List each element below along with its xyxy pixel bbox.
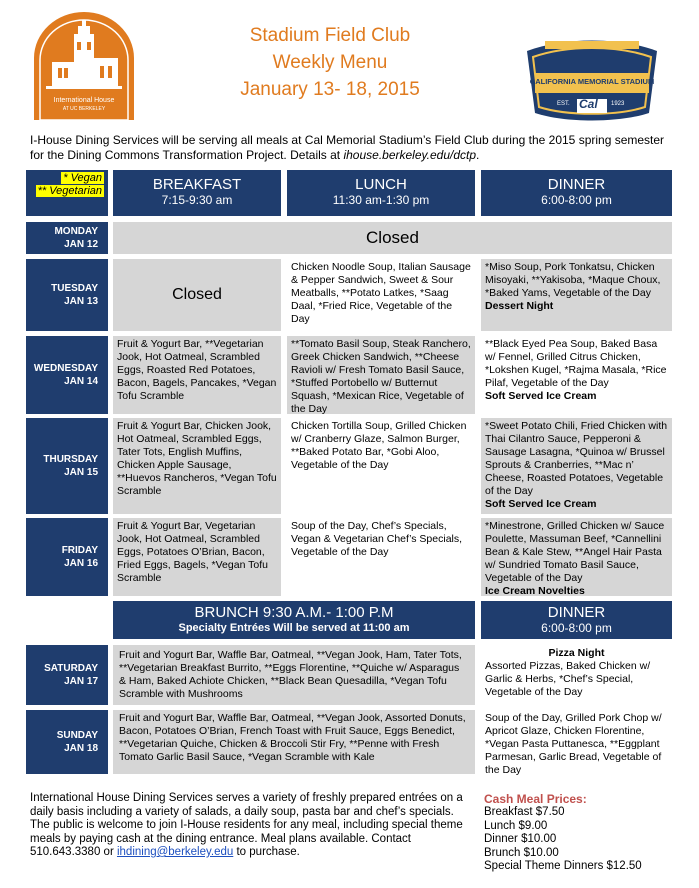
intro-text: I-House Dining Services will be serving all meals at Cal Memorial Stadium’s Field Club during the 2015 spring semester for the Dining Commons Transformation Project. Details at xyxy=(30,133,665,162)
stadium-logo-cal: Cal xyxy=(579,97,598,111)
friday-lunch-cell xyxy=(287,518,475,596)
day-name: MONDAY xyxy=(54,226,98,237)
lunch-header xyxy=(287,170,475,216)
cash-prices-title: Cash Meal Prices: xyxy=(484,792,587,806)
brunch-header xyxy=(113,601,475,639)
footer-end: to purchase. xyxy=(233,846,300,858)
stadium-logo-name: CALIFORNIA MEMORIAL STADIUM xyxy=(529,77,655,86)
dinner-special: Dessert Night xyxy=(485,300,554,312)
friday-dinner-cell xyxy=(481,518,672,596)
day-label-friday xyxy=(26,518,108,596)
dinner-special: Ice Cream Novelties xyxy=(485,585,585,597)
ih-logo-line2: AT UC BERKELEY xyxy=(62,106,106,112)
price-breakfast: Breakfast $7.50 xyxy=(484,806,565,818)
vegan-legend: * Vegan xyxy=(63,172,102,184)
day-date: JAN 13 xyxy=(64,296,98,307)
menu-text: Assorted Pizzas, Baked Chicken w/ Garlic & Herbs, *Chef’s Special, Vegetable of the Day xyxy=(485,660,651,698)
sunday-dinner-cell xyxy=(481,710,672,774)
day-name: THURSDAY xyxy=(43,454,98,465)
menu-text: Fruit and Yogurt Bar, Waffle Bar, Oatmeal, **Vegan Jook, Assorted Donuts, Bacon, Potatoes O’Brian, French Toast with Fruit Sauce, Eggs Benedict, **Vegetarian Quiche, Chicken & Broccoli Stir Fry, **Penne with Fresh Tomato Garlic Basil Sauce, *Vegan Scramble with Kale xyxy=(119,712,466,763)
email-link[interactable]: ihdining@berkeley.edu xyxy=(116,846,234,858)
day-date: JAN 18 xyxy=(64,743,98,754)
thursday-dinner-cell xyxy=(481,418,672,514)
menu-text: Chicken Noodle Soup, Italian Sausage & Pepper Sandwich, Sweet & Sour Meatballs, **Potato Latkes, *Saag Daal, *Fried Rice, Vegetable of the Day xyxy=(291,261,471,325)
tuesday-breakfast-cell xyxy=(113,259,281,331)
day-date: JAN 16 xyxy=(64,558,98,569)
day-name: TUESDAY xyxy=(51,283,98,294)
menu-title xyxy=(150,22,510,103)
day-label-wednesday xyxy=(26,336,108,414)
menu-text: *Miso Soup, Pork Tonkatsu, Chicken Misoyaki, **Yakisoba, *Maque Choux, *Baked Yams, Vegetable of the Day xyxy=(485,261,661,299)
title-line-1: Stadium Field Club xyxy=(249,25,411,46)
diet-legend xyxy=(26,170,108,216)
international-house-logo xyxy=(30,12,138,120)
footer-text: International House Dining Services serves a variety of freshly prepared entrées on a daily basis including a variety of salads, a daily soup, pasta bar and chef’s specials. The public is welcome to join I-House residents for any meal, including special theme meals by paying cash at the dining entrance. Meal plans available. Contact 510.643.3380 or xyxy=(30,792,463,858)
day-date: JAN 12 xyxy=(64,239,98,250)
title-line-2: Weekly Menu xyxy=(272,52,388,73)
dinner-time: 6:00-8:00 pm xyxy=(541,193,612,207)
day-name: FRIDAY xyxy=(61,545,98,556)
menu-text: Fruit & Yogurt Bar, **Vegetarian Jook, Hot Oatmeal, Scrambled Eggs, Roasted Red Potatoes, Bacon, Bagels, Pancakes, *Vegan Tofu Scramble xyxy=(117,338,277,402)
breakfast-time: 7:15-9:30 am xyxy=(161,193,233,207)
cash-prices-list xyxy=(484,806,642,874)
day-name: SUNDAY xyxy=(56,730,98,741)
dinner-special: Soft Served Ice Cream xyxy=(485,390,597,402)
day-name: SATURDAY xyxy=(44,663,98,674)
price-lunch: Lunch $9.00 xyxy=(484,819,548,832)
weekend-dinner-title: DINNER xyxy=(547,604,606,621)
vegetarian-legend: ** Vegetarian xyxy=(37,185,102,197)
tuesday-dinner-cell xyxy=(481,259,672,331)
stadium-logo-est: EST. xyxy=(557,101,570,107)
day-label-monday xyxy=(26,222,108,254)
price-dinner: Dinner $10.00 xyxy=(484,833,557,845)
day-label-thursday xyxy=(26,418,108,514)
menu-text: Soup of the Day, Chef’s Specials, Vegan & Vegetarian Chef’s Specials, Vegetable of the Day xyxy=(291,520,463,558)
footer-paragraph xyxy=(30,792,470,860)
menu-text: **Black Eyed Pea Soup, Baked Basa w/ Fennel, Grilled Citrus Chicken, *Lokshen Kugel, *Rajma Masala, *Rice Pilaf, Vegetable of the Day xyxy=(485,338,667,389)
closed-text: Closed xyxy=(172,286,222,303)
menu-text: Fruit & Yogurt Bar, Chicken Jook, Hot Oatmeal, Scrambled Eggs, Tater Tots, English Muffins, Chicken Apple Sausage, **Huevos Rancheros, *Vegan Tofu Scramble xyxy=(117,420,277,497)
california-memorial-stadium-logo xyxy=(515,33,669,125)
menu-text: **Tomato Basil Soup, Steak Ranchero, Greek Chicken Sandwich, **Cheese Ravioli w/ Fresh Tomato Basil Sauce, *Stuffed Portobello w/ Butternut Squash, *Mexican Rice, Vegetable of the Day xyxy=(291,338,471,415)
intro-paragraph xyxy=(30,133,670,163)
thursday-lunch-cell xyxy=(287,418,475,514)
closed-text: Closed xyxy=(366,228,419,247)
day-label-sunday xyxy=(26,710,108,774)
lunch-title: LUNCH xyxy=(355,176,407,193)
dctp-link[interactable]: ihouse.berkeley.edu/dctp xyxy=(343,148,477,162)
dinner-special: Soft Served Ice Cream xyxy=(485,498,597,510)
weekend-dinner-header xyxy=(481,601,672,639)
menu-text: Soup of the Day, Grilled Pork Chop w/ Apricot Glaze, Chicken Florentine, *Vegan Pasta Puttanesca, **Eggplant Parmesan, Garlic Bread, Vegetable of the Day xyxy=(485,712,662,776)
dinner-special: Pizza Night xyxy=(548,647,605,659)
breakfast-header xyxy=(113,170,281,216)
wednesday-dinner-cell xyxy=(481,336,672,414)
monday-closed-cell xyxy=(113,222,672,254)
sunday-brunch-cell xyxy=(113,710,475,774)
menu-text: *Sweet Potato Chili, Fried Chicken with Thai Cilantro Sauce, Pepperoni & Sausage Lasagna, *Quinoa w/ Brussel Sprouts & Cranberries, **Mac n’ Cheese, Roasted Potatoes, Vegetable of the Day xyxy=(485,420,668,497)
stadium-logo-year: 1923 xyxy=(611,101,625,107)
saturday-brunch-cell xyxy=(113,645,475,705)
dinner-header xyxy=(481,170,672,216)
menu-text: Fruit & Yogurt Bar, Vegetarian Jook, Hot Oatmeal, Scrambled Eggs, Potatoes O’Brian, Bacon, Fried Eggs, Bagels, *Vegan Tofu Scramble xyxy=(117,520,268,584)
lunch-time: 11:30 am-1:30 pm xyxy=(332,193,430,207)
weekend-dinner-time: 6:00-8:00 pm xyxy=(541,621,612,635)
day-date: JAN 14 xyxy=(64,376,98,387)
day-label-saturday xyxy=(26,645,108,705)
price-brunch: Brunch $10.00 xyxy=(484,846,559,859)
friday-breakfast-cell xyxy=(113,518,281,596)
saturday-dinner-cell xyxy=(481,645,672,705)
title-line-3: January 13- 18, 2015 xyxy=(240,79,420,100)
day-date: JAN 17 xyxy=(64,676,98,687)
thursday-breakfast-cell xyxy=(113,418,281,514)
menu-text: Fruit and Yogurt Bar, Waffle Bar, Oatmeal, **Vegan Jook, Ham, Tater Tots, **Vegetarian Breakfast Burrito, **Eggs Florentine, **Quiche w/ Asparagus & Ham, Baked Achiote Chicken, **Black Bean Quesadilla, *Vegan Tofu Scramble with Mushrooms xyxy=(119,649,462,700)
day-date: JAN 15 xyxy=(64,467,98,478)
menu-text: *Minestrone, Grilled Chicken w/ Sauce Poulette, Massuman Beef, *Cannellini Bean & Kale Stew, **Angel Hair Pasta w/ Sundried Tomato Basil Sauce, Vegetable of the Day xyxy=(485,520,665,584)
day-name: WEDNESDAY xyxy=(33,363,98,374)
wednesday-lunch-cell xyxy=(287,336,475,414)
menu-text: Chicken Tortilla Soup, Grilled Chicken w/ Cranberry Glaze, Salmon Burger, **Baked Potato Bar, *Gobi Aloo, Vegetable of the Day xyxy=(291,420,467,471)
intro-end: . xyxy=(476,148,480,162)
tuesday-lunch-cell xyxy=(287,259,475,331)
dinner-title: DINNER xyxy=(547,176,606,193)
price-special-theme: Special Theme Dinners $12.50 xyxy=(484,860,642,872)
brunch-sub: Specialty Entrées Will be served at 11:00 am xyxy=(178,622,410,634)
breakfast-title: BREAKFAST xyxy=(152,176,242,193)
ih-logo-line1: International House xyxy=(53,97,115,104)
wednesday-breakfast-cell xyxy=(113,336,281,414)
brunch-title: BRUNCH 9:30 A.M.- 1:00 P.M xyxy=(194,604,394,621)
day-label-tuesday xyxy=(26,259,108,331)
